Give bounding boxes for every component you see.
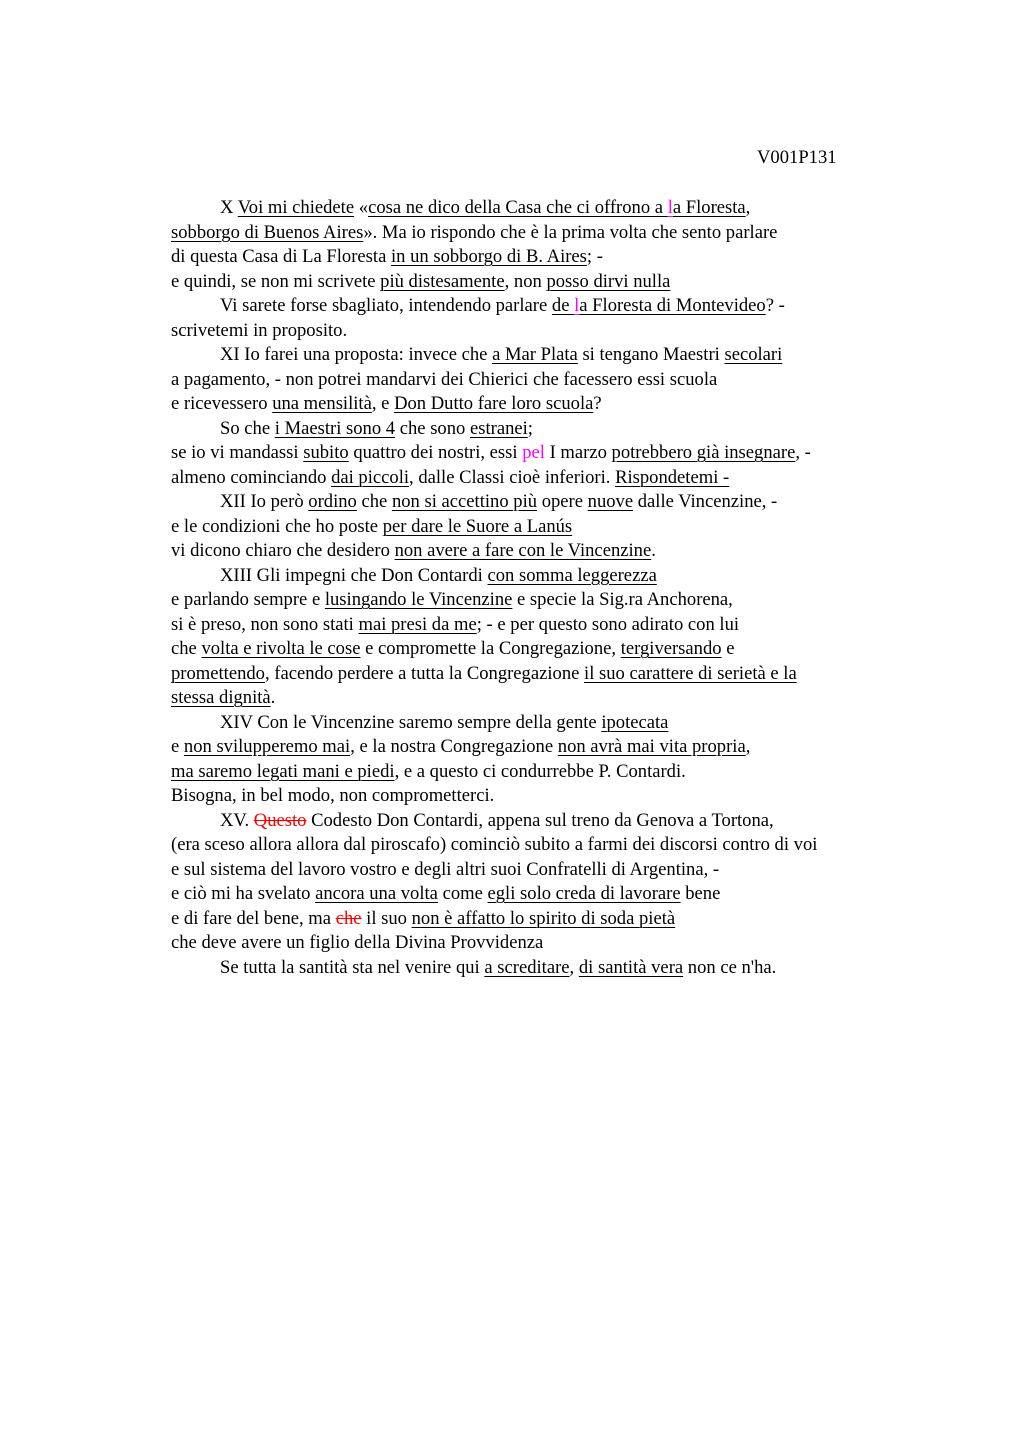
underlined-text: cosa ne dico della Casa che ci offrono a [368, 197, 668, 218]
text-line [171, 540, 911, 565]
underlined-text: non avrà [557, 736, 627, 757]
text-segment: , - [795, 442, 811, 463]
text-segment: e sul sistema del lavoro vostro e degli altri suoi Confratelli di Argentina, - [171, 858, 720, 880]
inserted-text: pel [522, 442, 545, 463]
text-segment: (era sceso allora allora dal piroscafo) cominciò subito a farmi dei discorsi contro di voi [171, 834, 818, 855]
text-line [171, 589, 911, 614]
text-segment: X [220, 197, 238, 218]
underlined-text: non svilupperemo mai [183, 736, 351, 757]
text-line [171, 761, 911, 786]
text-segment: opere [537, 491, 588, 512]
text-line [171, 516, 911, 541]
text-segment: almeno cominciando [171, 466, 332, 488]
underlined-text: Don Dutto fare loro scuola [394, 393, 594, 414]
underlined-text: a screditare [484, 956, 570, 978]
text-line [171, 712, 911, 737]
underlined-text: a Mar Plata [492, 344, 578, 365]
text-segment: dalle Vincenzine, - [633, 491, 778, 512]
text-segment: ; - e per questo sono adirato con lui [476, 613, 740, 635]
text-segment: , e [371, 393, 395, 414]
text-segment: , dalle Classi cioè inferiori. [409, 466, 616, 488]
text-segment: e parlando sempre e [171, 589, 325, 610]
underlined-text: estranei [469, 417, 528, 439]
text-line [171, 638, 911, 663]
text-line [171, 834, 911, 859]
underlined-text: egli solo creda di lavorare [487, 883, 681, 904]
underlined-text: mai presi da me [358, 613, 477, 635]
underlined-text: Rispondetemi - [615, 466, 730, 488]
underlined-text: potrebbero già insegnare [611, 442, 796, 463]
text-line [171, 810, 911, 835]
underlined-text: promettendo [171, 662, 265, 684]
text-segment: Se tutta la santità sta nel venire qui [220, 956, 485, 978]
underlined-text: volta e rivolta le cose [201, 638, 361, 659]
text-segment: si è preso, non sono stati [171, 613, 359, 635]
underlined-text: per dare le Suore a Lanús [382, 515, 573, 537]
text-segment: scrivetemi in proposito. [171, 319, 348, 341]
text-segment: se io vi mandassi [171, 442, 304, 463]
text-segment: XII Io però [220, 491, 309, 512]
underlined-text: ordino [308, 491, 357, 512]
underlined-text: Montevideo [675, 295, 766, 316]
text-segment: bene [680, 883, 721, 904]
underlined-text: con somma leggerezza [487, 564, 657, 586]
text-line [171, 663, 911, 688]
text-segment: si tengano Maestri [577, 344, 725, 365]
text-segment: e le condizioni che ho poste [171, 515, 383, 537]
text-segment: e [721, 638, 735, 659]
text-line [171, 197, 911, 222]
text-segment: , [745, 736, 751, 757]
underlined-text: mai vita propria [626, 736, 746, 757]
underlined-text: dai piccoli [331, 466, 410, 488]
underlined-text: non si accettino più [391, 491, 538, 512]
underlined-text: tergiversando [620, 638, 722, 659]
text-line [171, 491, 911, 516]
text-line [171, 932, 911, 957]
text-segment: e ricevessero [171, 393, 273, 414]
text-segment: , [569, 956, 579, 978]
text-line [171, 344, 911, 369]
text-segment: ? [593, 393, 602, 414]
text-segment: , facendo perdere a tutta la Congregazione [264, 662, 585, 684]
underlined-text: il suo carattere di serietà e la [584, 662, 797, 684]
text-segment: . [270, 687, 276, 708]
text-segment: quattro dei nostri, essi [348, 442, 523, 463]
underlined-text: a Floresta di [579, 295, 676, 316]
underlined-text: subito [303, 442, 349, 463]
text-segment: e quindi, se non mi scrivete [171, 270, 381, 292]
underlined-text: sobborgo di Buenos Aires [171, 221, 364, 243]
text-segment: di questa Casa di La Floresta [171, 246, 391, 267]
text-segment: , e la nostra Congregazione [350, 736, 558, 757]
text-line [171, 883, 911, 908]
underlined-text: i Maestri sono 4 [274, 417, 396, 439]
text-line [171, 393, 911, 418]
underlined-text: ipotecata [601, 711, 669, 733]
text-segment: I marzo [544, 442, 612, 463]
text-segment: XIV Con le Vincenzine saremo sempre della gente [220, 711, 602, 733]
text-line [171, 565, 911, 590]
text-segment: XV. [220, 809, 254, 831]
text-line [171, 908, 911, 933]
text-segment: che [171, 638, 202, 659]
text-line [171, 687, 911, 712]
text-line [171, 442, 911, 467]
deleted-text: Questo [253, 809, 307, 831]
deleted-text: che [335, 907, 362, 929]
text-segment: Codesto Don Contardi, appena sul treno da Genova a Tortona, [306, 809, 774, 831]
text-segment: e [171, 736, 184, 757]
text-segment: . [651, 540, 656, 561]
text-segment: e compromette la Congregazione, [360, 638, 621, 659]
page-id: V001P131 [757, 147, 837, 168]
text-segment: che [356, 491, 392, 512]
underlined-text: Voi mi chiedete [237, 197, 355, 218]
text-segment: ; [527, 417, 533, 439]
text-line [171, 614, 911, 639]
text-line [171, 467, 911, 492]
underlined-text: nuove [587, 491, 634, 512]
text-segment: ; - [586, 246, 603, 267]
underlined-text: stessa dignità [171, 687, 271, 708]
text-segment: , e a questo ci condurrebbe P. Contardi. [394, 760, 686, 782]
text-segment: il suo [361, 907, 412, 929]
underlined-text: de [551, 295, 575, 316]
underlined-text: ancora una volta [315, 883, 438, 904]
text-segment: Bisogna, in bel modo, non comprometterci. [171, 785, 495, 806]
text-segment: , non [504, 270, 547, 292]
underlined-text: non avere a fare con le Vincenzine [394, 540, 652, 561]
text-segment: e ciò mi ha svelato [171, 883, 316, 904]
text-segment: vi dicono chiaro che desidero [171, 540, 395, 561]
text-line [171, 369, 911, 394]
text-line [171, 785, 911, 810]
text-line [171, 736, 911, 761]
text-segment: XIII Gli impegni che Don Contardi [220, 564, 488, 586]
text-segment: « [354, 197, 369, 218]
text-line [171, 859, 911, 884]
underlined-text: in un sobborgo di B. Aires [390, 246, 587, 267]
text-segment: a pagamento, - non potrei mandarvi dei Chierici che facessero essi scuola [171, 368, 718, 390]
underlined-text: ma saremo legati mani e piedi [171, 760, 395, 782]
letter-body [171, 197, 911, 981]
text-line [171, 320, 911, 345]
text-line [171, 222, 911, 247]
text-line [171, 418, 911, 443]
text-segment: come [437, 883, 488, 904]
text-segment: e di fare del bene, ma [171, 907, 336, 929]
underlined-text: a Floresta [672, 197, 746, 218]
underlined-text: di santità vera [578, 956, 684, 978]
inserted-text: l [574, 295, 580, 316]
text-line [171, 295, 911, 320]
underlined-text: lusingando le Vincenzine [324, 589, 513, 610]
inserted-text: l [667, 197, 673, 218]
underlined-text: posso dirvi nulla [546, 270, 671, 292]
text-line [171, 957, 911, 982]
text-segment: XI Io farei una proposta: invece che [220, 344, 493, 365]
underlined-text: una mensilità [272, 393, 372, 414]
underlined-text: non è affatto lo spirito di soda pietà [411, 907, 676, 929]
text-segment: , [745, 197, 751, 218]
text-segment: che sono [395, 417, 470, 439]
text-segment: non ce n'ha. [683, 956, 777, 978]
text-line [171, 271, 911, 296]
text-segment: e specie la Sig.ra Anchorena, [512, 589, 733, 610]
text-line [171, 246, 911, 271]
text-segment: ». Ma io rispondo che è la prima volta che sento parlare [363, 221, 778, 243]
text-segment: Vi sarete forse sbagliato, intendendo parlare [220, 295, 552, 316]
underlined-text: più distesamente [380, 270, 505, 292]
text-segment: ? - [765, 295, 785, 316]
underlined-text: secolari [724, 344, 783, 365]
text-segment: che deve avere un figlio della Divina Provvidenza [171, 932, 544, 953]
text-segment: So che [220, 417, 275, 439]
